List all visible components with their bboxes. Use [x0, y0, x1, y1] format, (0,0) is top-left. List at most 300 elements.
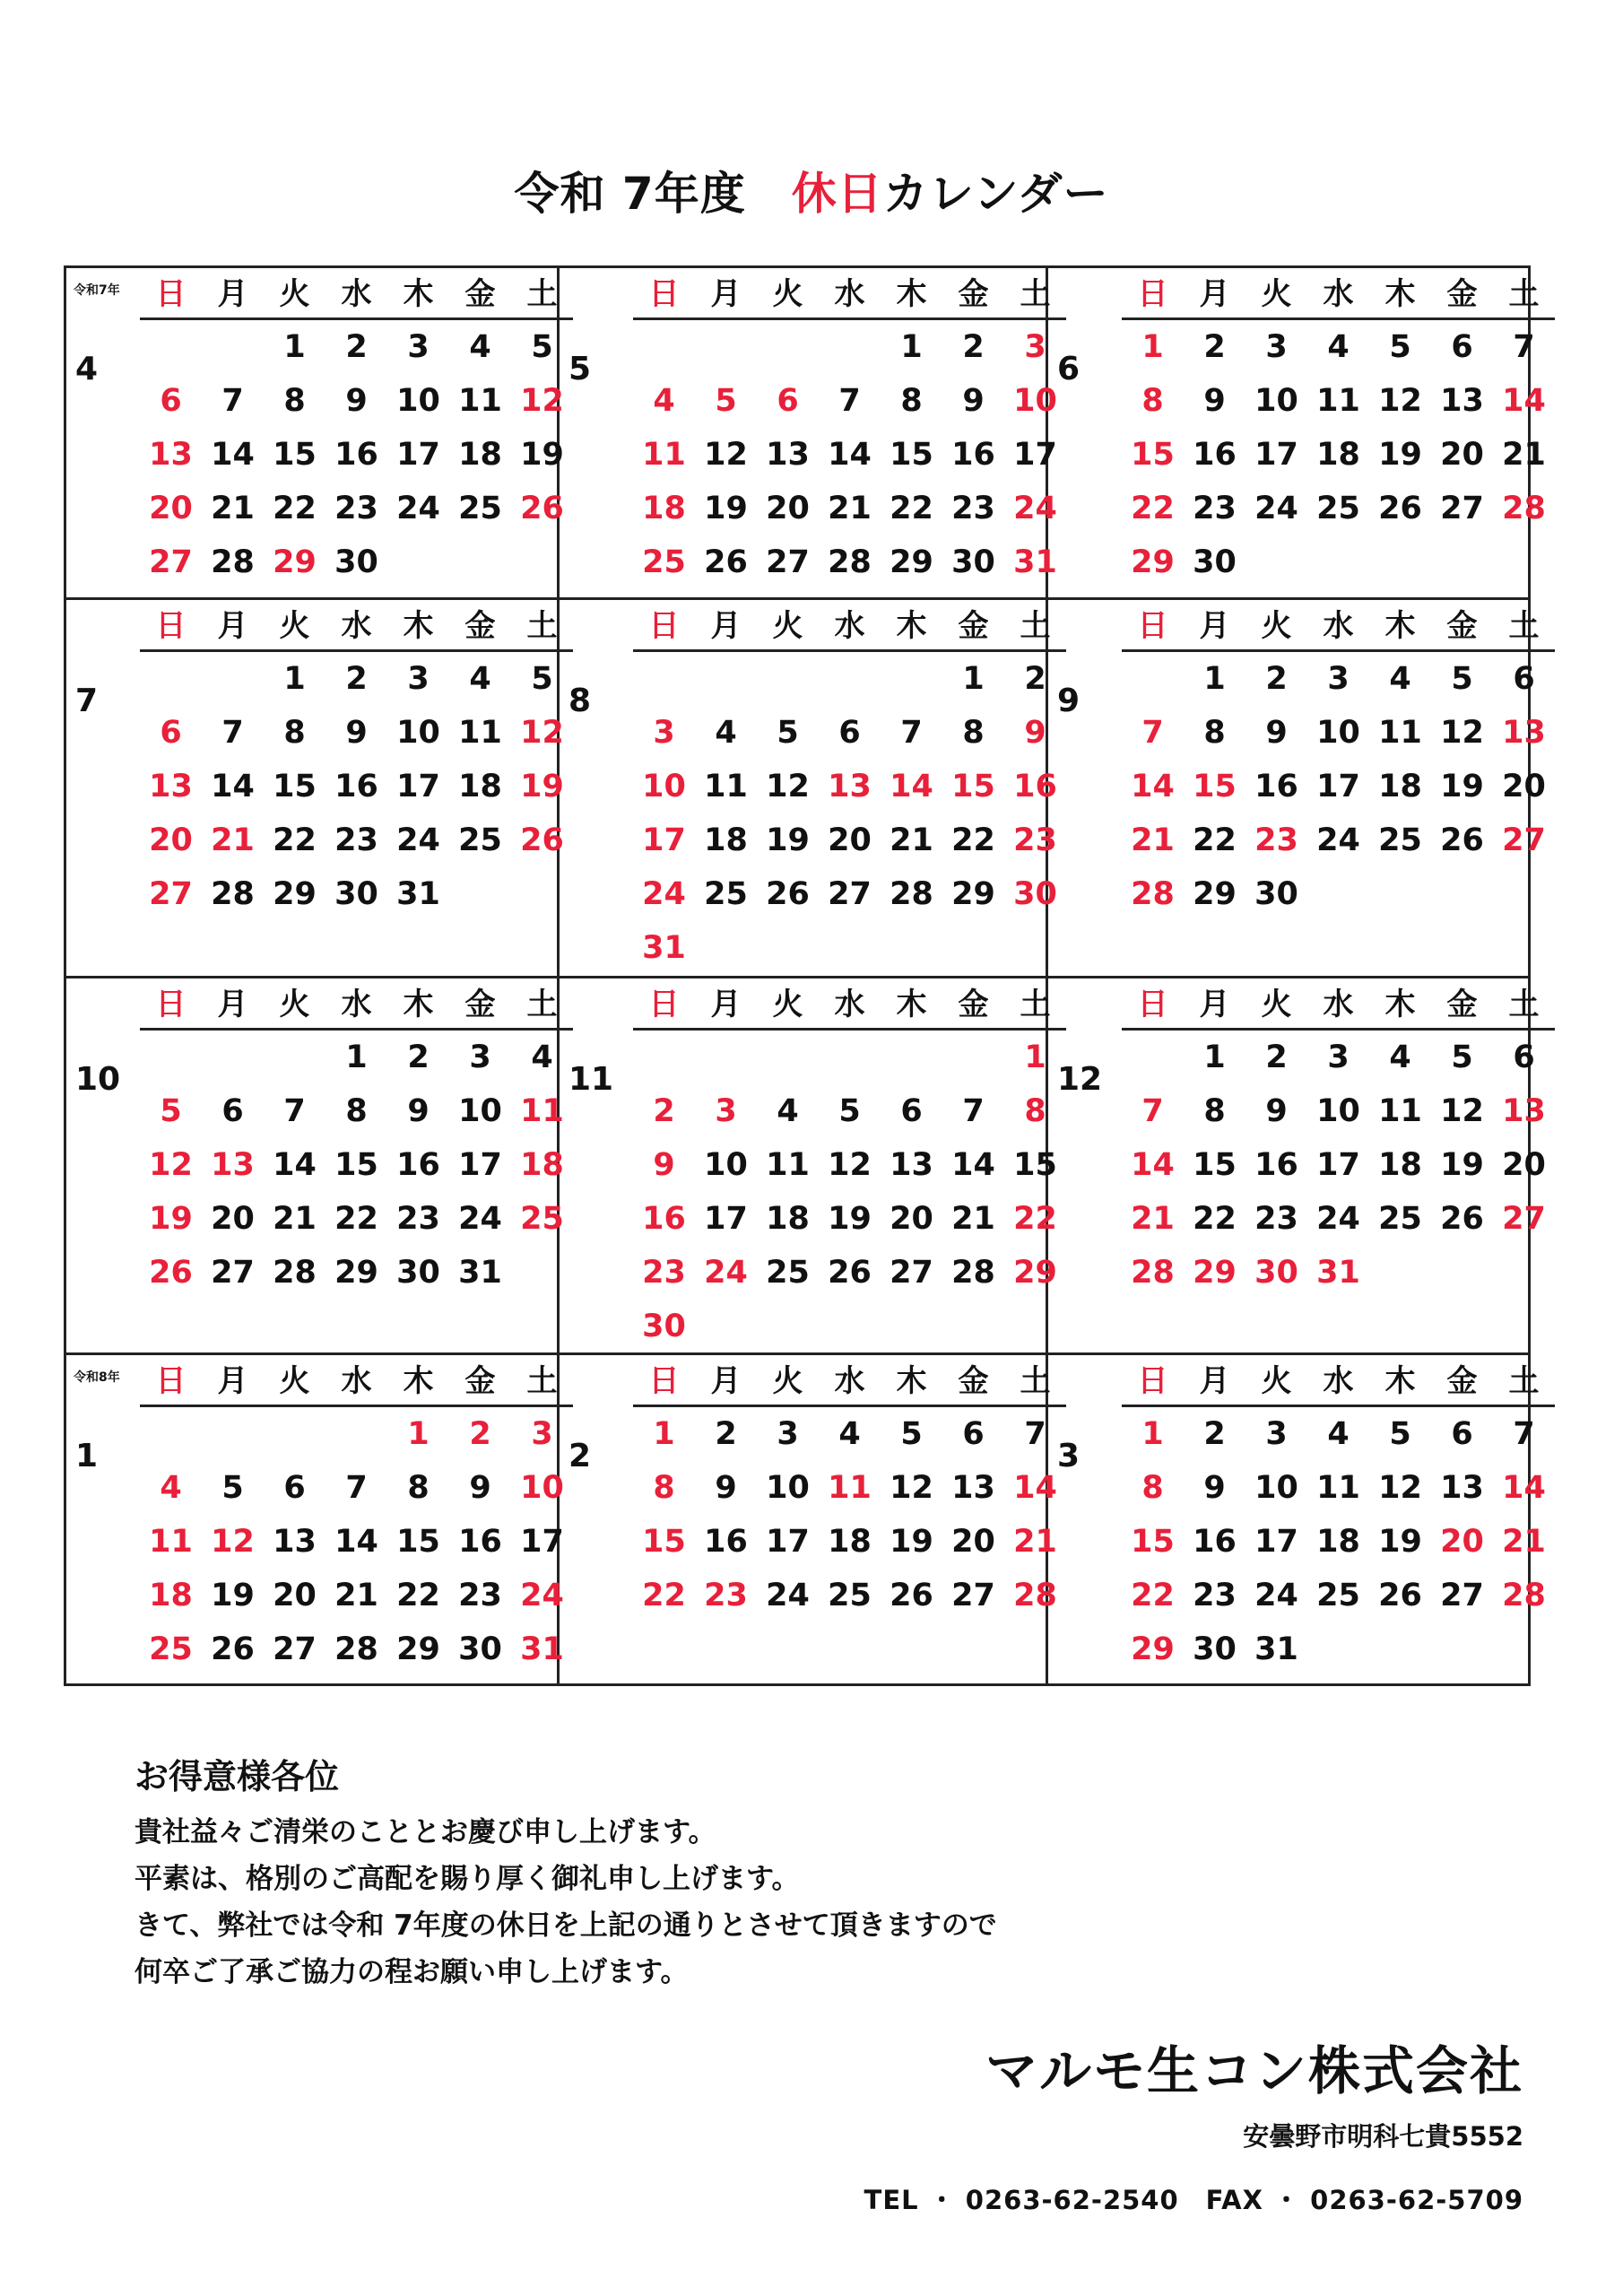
month-block-2: [560, 1355, 1057, 1683]
holiday-day: 20: [149, 822, 193, 858]
holiday-day: 12: [520, 383, 564, 419]
greeting-line: 平素は、格別のご高配を賜り厚く御礼申し上げます。: [135, 1863, 800, 1895]
work-day: 17: [396, 437, 440, 473]
weekday-header: 土: [511, 978, 573, 1031]
work-day: 21: [273, 1201, 317, 1237]
holiday-day: 25: [520, 1201, 564, 1237]
holiday-day: 18: [642, 491, 686, 526]
weekday-header: 金: [1431, 1355, 1493, 1407]
work-day: 25: [766, 1255, 810, 1291]
weekday-header: 土: [1004, 1355, 1066, 1407]
weekday-header: 水: [819, 978, 881, 1031]
month-block-5: [560, 268, 1057, 600]
empty-cell: [695, 652, 757, 706]
work-day: 2: [1203, 329, 1226, 365]
work-day: 2: [345, 329, 368, 365]
work-day: 26: [828, 1255, 872, 1291]
weekday-header: 土: [1004, 268, 1066, 320]
work-day: 20: [828, 822, 872, 858]
work-day: 5: [1389, 329, 1411, 365]
weekday-header: 金: [449, 600, 511, 652]
work-day: 23: [396, 1201, 440, 1237]
work-day: 10: [396, 715, 440, 751]
work-day: 3: [1265, 1416, 1288, 1452]
holiday-day: 24: [704, 1255, 748, 1291]
work-day: 12: [1378, 383, 1422, 419]
holiday-day: 12: [149, 1147, 193, 1183]
holiday-day: 8: [1141, 383, 1164, 419]
holiday-day: 26: [149, 1255, 193, 1291]
work-day: 11: [1316, 1470, 1360, 1506]
work-day: 1: [900, 329, 923, 365]
work-day: 22: [334, 1201, 378, 1237]
work-day: 10: [704, 1147, 748, 1183]
weekday-header: 日: [1122, 268, 1184, 320]
weekday-header: 月: [202, 978, 264, 1031]
work-day: 27: [951, 1578, 995, 1613]
holiday-day: 14: [1131, 769, 1175, 804]
work-day: 4: [715, 715, 737, 751]
holiday-day: 1: [1141, 1416, 1164, 1452]
weekday-header: 金: [942, 600, 1004, 652]
work-day: 29: [1193, 876, 1237, 912]
empty-cell: [757, 320, 819, 374]
weekday-header: 月: [202, 600, 264, 652]
work-day: 2: [345, 661, 368, 697]
work-day: 26: [211, 1631, 255, 1667]
work-day: 16: [334, 437, 378, 473]
work-day: 20: [951, 1524, 995, 1560]
work-day: 3: [469, 1039, 491, 1075]
empty-cell: [325, 1407, 387, 1461]
weekday-header: 土: [1493, 268, 1555, 320]
work-day: 14: [951, 1147, 995, 1183]
holiday-day: 28: [1502, 1578, 1546, 1613]
weekday-header: 月: [1184, 600, 1245, 652]
work-day: 13: [951, 1470, 995, 1506]
work-day: 28: [211, 876, 255, 912]
holiday-day: 21: [1131, 822, 1175, 858]
weekday-header: 金: [942, 1355, 1004, 1407]
work-day: 17: [1013, 437, 1057, 473]
work-day: 1: [345, 1039, 368, 1075]
month-number: 11: [568, 1061, 614, 1098]
company-name: マルモ生コン株式会社: [985, 2040, 1523, 2101]
work-day: 30: [951, 544, 995, 580]
month-number: 5: [568, 351, 592, 387]
work-day: 13: [766, 437, 810, 473]
work-day: 25: [1316, 491, 1360, 526]
work-day: 22: [273, 822, 317, 858]
work-day: 2: [1203, 1416, 1226, 1452]
holiday-day: 4: [653, 383, 675, 419]
greeting-line: 貴社益々ご清栄のこととお慶び申し上げます。: [135, 1816, 716, 1848]
work-day: 1: [283, 329, 306, 365]
work-day: 17: [520, 1524, 564, 1560]
work-day: 16: [1254, 1147, 1298, 1183]
holiday-day: 28: [1013, 1578, 1057, 1613]
work-day: 28: [273, 1255, 317, 1291]
weekday-header: 火: [1245, 268, 1307, 320]
work-day: 2: [1265, 661, 1288, 697]
day-grid: [633, 600, 1057, 975]
work-day: 28: [951, 1255, 995, 1291]
work-day: 6: [221, 1093, 244, 1129]
work-day: 26: [890, 1578, 933, 1613]
month-block-1: [66, 1355, 564, 1683]
work-day: 12: [1440, 715, 1484, 751]
work-day: 4: [1327, 1416, 1350, 1452]
work-day: 14: [828, 437, 872, 473]
holiday-day: 15: [1131, 1524, 1175, 1560]
work-day: 11: [458, 383, 502, 419]
greeting: [135, 1749, 997, 1996]
work-day: 16: [396, 1147, 440, 1183]
holiday-day: 4: [160, 1470, 182, 1506]
holiday-day: 14: [1131, 1147, 1175, 1183]
holiday-day: 7: [1141, 715, 1164, 751]
holiday-day: 30: [1013, 876, 1057, 912]
work-day: 27: [211, 1255, 255, 1291]
work-day: 7: [283, 1093, 306, 1129]
work-day: 17: [704, 1201, 748, 1237]
work-day: 1: [962, 661, 985, 697]
holiday-day: 27: [149, 544, 193, 580]
work-day: 29: [951, 876, 995, 912]
weekday-header: 金: [1431, 978, 1493, 1031]
work-day: 31: [1254, 1631, 1298, 1667]
holiday-day: 2: [653, 1093, 675, 1129]
holiday-day: 6: [777, 383, 799, 419]
weekday-header: 水: [1307, 978, 1369, 1031]
day-grid: [1122, 1355, 1546, 1676]
holiday-day: 31: [1316, 1255, 1360, 1291]
empty-cell: [819, 320, 881, 374]
work-day: 17: [396, 769, 440, 804]
month-number: 4: [75, 351, 99, 387]
weekday-header: 水: [325, 268, 387, 320]
work-day: 21: [828, 491, 872, 526]
holiday-day: 11: [149, 1524, 193, 1560]
calendar-grid: [64, 265, 1546, 1686]
work-day: 8: [283, 383, 306, 419]
work-day: 5: [838, 1093, 861, 1129]
work-day: 5: [221, 1470, 244, 1506]
work-day: 19: [520, 437, 564, 473]
era-label: 令和7年: [74, 283, 120, 298]
empty-cell: [881, 652, 942, 706]
work-day: 4: [531, 1039, 553, 1075]
holiday-day: 19: [520, 769, 564, 804]
weekday-header: 月: [202, 1355, 264, 1407]
holiday-day: 29: [1131, 544, 1175, 580]
work-day: 27: [890, 1255, 933, 1291]
work-day: 15: [1193, 1147, 1237, 1183]
work-day: 6: [962, 1416, 985, 1452]
holiday-day: 10: [642, 769, 686, 804]
company-address: 安曇野市明科七貴5552: [1243, 2121, 1523, 2152]
work-day: 24: [1316, 822, 1360, 858]
work-day: 24: [1316, 1201, 1360, 1237]
work-day: 23: [951, 491, 995, 526]
holiday-day: 22: [1013, 1201, 1057, 1237]
weekday-header: 木: [1369, 268, 1431, 320]
month-block-8: [560, 600, 1057, 978]
work-day: 20: [1502, 769, 1546, 804]
holiday-day: 28: [1131, 1255, 1175, 1291]
work-day: 4: [469, 661, 491, 697]
holiday-day: 23: [1013, 822, 1057, 858]
work-day: 19: [211, 1578, 255, 1613]
work-day: 2: [407, 1039, 430, 1075]
holiday-day: 8: [1141, 1470, 1164, 1506]
work-day: 18: [1378, 769, 1422, 804]
work-day: 6: [838, 715, 861, 751]
work-day: 16: [951, 437, 995, 473]
month-number: 1: [75, 1438, 99, 1474]
work-day: 7: [962, 1093, 985, 1129]
holiday-day: 9: [1024, 715, 1046, 751]
work-day: 11: [704, 769, 748, 804]
weekday-header: 土: [1493, 978, 1555, 1031]
weekday-header: 金: [1431, 600, 1493, 652]
holiday-day: 14: [1502, 1470, 1546, 1506]
work-day: 16: [458, 1524, 502, 1560]
work-day: 15: [273, 437, 317, 473]
holiday-day: 5: [160, 1093, 182, 1129]
weekday-header: 金: [449, 1355, 511, 1407]
work-day: 5: [777, 715, 799, 751]
holiday-day: 6: [160, 715, 182, 751]
work-day: 16: [1254, 769, 1298, 804]
work-day: 14: [273, 1147, 317, 1183]
holiday-day: 13: [211, 1147, 255, 1183]
work-day: 20: [766, 491, 810, 526]
work-day: 26: [704, 544, 748, 580]
weekday-header: 日: [633, 978, 695, 1031]
weekday-header: 月: [695, 1355, 757, 1407]
work-day: 17: [458, 1147, 502, 1183]
work-day: 11: [1378, 715, 1422, 751]
work-day: 25: [828, 1578, 872, 1613]
work-day: 14: [211, 437, 255, 473]
month-block-6: [1048, 268, 1546, 600]
weekday-header: 日: [1122, 1355, 1184, 1407]
day-grid: [633, 1355, 1057, 1622]
holiday-day: 26: [520, 491, 564, 526]
work-day: 28: [211, 544, 255, 580]
holiday-day: 21: [211, 822, 255, 858]
weekday-header: 月: [695, 978, 757, 1031]
holiday-day: 12: [520, 715, 564, 751]
weekday-header: 日: [633, 600, 695, 652]
work-day: 11: [458, 715, 502, 751]
holiday-day: 1: [1024, 1039, 1046, 1075]
weekday-header: 月: [1184, 268, 1245, 320]
weekday-header: 日: [140, 268, 202, 320]
work-day: 30: [458, 1631, 502, 1667]
holiday-day: 9: [653, 1147, 675, 1183]
work-day: 19: [1440, 1147, 1484, 1183]
weekday-header: 木: [387, 268, 449, 320]
work-day: 18: [1378, 1147, 1422, 1183]
holiday-day: 16: [642, 1201, 686, 1237]
holiday-day: 8: [653, 1470, 675, 1506]
empty-cell: [140, 1407, 202, 1461]
work-day: 18: [1316, 437, 1360, 473]
work-day: 30: [1193, 544, 1237, 580]
work-day: 22: [1193, 822, 1237, 858]
work-day: 9: [407, 1093, 430, 1129]
empty-cell: [633, 320, 695, 374]
holiday-day: 5: [715, 383, 737, 419]
work-day: 5: [1389, 1416, 1411, 1452]
work-day: 26: [1440, 822, 1484, 858]
month-number: 10: [75, 1061, 121, 1098]
weekday-header: 木: [387, 600, 449, 652]
work-day: 15: [396, 1524, 440, 1560]
work-day: 30: [1193, 1631, 1237, 1667]
work-day: 6: [283, 1470, 306, 1506]
holiday-day: 1: [407, 1416, 430, 1452]
work-day: 29: [890, 544, 933, 580]
work-day: 9: [1265, 715, 1288, 751]
empty-cell: [264, 1031, 325, 1084]
weekday-header: 月: [695, 600, 757, 652]
work-day: 27: [828, 876, 872, 912]
holiday-day: 16: [1013, 769, 1057, 804]
weekday-header: 金: [942, 268, 1004, 320]
work-day: 12: [704, 437, 748, 473]
holiday-day: 17: [642, 822, 686, 858]
work-day: 11: [1316, 383, 1360, 419]
work-day: 29: [273, 876, 317, 912]
work-day: 19: [828, 1201, 872, 1237]
work-day: 4: [1389, 1039, 1411, 1075]
work-day: 17: [1316, 769, 1360, 804]
greeting-heading: お得意様各位: [135, 1757, 340, 1796]
weekday-header: 火: [757, 978, 819, 1031]
weekday-header: 火: [1245, 978, 1307, 1031]
work-day: 13: [1440, 1470, 1484, 1506]
holiday-day: 11: [520, 1093, 564, 1129]
empty-cell: [757, 1031, 819, 1084]
work-day: 17: [766, 1524, 810, 1560]
empty-cell: [1122, 1031, 1184, 1084]
day-grid: [140, 268, 564, 589]
work-day: 23: [334, 491, 378, 526]
work-day: 12: [1378, 1470, 1422, 1506]
company-block: [864, 2029, 1523, 2217]
weekday-header: 木: [387, 1355, 449, 1407]
holiday-day: 23: [642, 1255, 686, 1291]
work-day: 23: [1193, 1578, 1237, 1613]
empty-cell: [819, 652, 881, 706]
weekday-header: 金: [942, 978, 1004, 1031]
work-day: 22: [273, 491, 317, 526]
holiday-day: 28: [1131, 876, 1175, 912]
work-day: 13: [890, 1147, 933, 1183]
work-day: 18: [458, 437, 502, 473]
weekday-header: 木: [881, 978, 942, 1031]
work-day: 19: [1378, 1524, 1422, 1560]
work-day: 24: [766, 1578, 810, 1613]
work-day: 19: [1378, 437, 1422, 473]
holiday-day: 15: [1193, 769, 1237, 804]
empty-cell: [633, 652, 695, 706]
holiday-day: 21: [1013, 1524, 1057, 1560]
work-day: 10: [1316, 1093, 1360, 1129]
work-day: 9: [1203, 1470, 1226, 1506]
holiday-day: 20: [1440, 1524, 1484, 1560]
month-number: 2: [568, 1438, 592, 1474]
page-title: [0, 158, 1623, 222]
weekday-header: 水: [819, 1355, 881, 1407]
weekday-header: 火: [1245, 1355, 1307, 1407]
holiday-day: 29: [1193, 1255, 1237, 1291]
weekday-header: 火: [264, 268, 325, 320]
holiday-day: 18: [149, 1578, 193, 1613]
weekday-header: 土: [1493, 600, 1555, 652]
work-day: 8: [407, 1470, 430, 1506]
day-grid: [1122, 600, 1546, 921]
weekday-header: 水: [1307, 600, 1369, 652]
weekday-header: 日: [1122, 600, 1184, 652]
work-day: 28: [334, 1631, 378, 1667]
work-day: 20: [1502, 1147, 1546, 1183]
work-day: 7: [1513, 1416, 1535, 1452]
work-day: 17: [1254, 1524, 1298, 1560]
work-day: 17: [1316, 1147, 1360, 1183]
empty-cell: [140, 1031, 202, 1084]
holiday-day: 22: [1131, 1578, 1175, 1613]
day-grid: [633, 978, 1057, 1353]
empty-cell: [633, 1031, 695, 1084]
month-block-4: [66, 268, 564, 600]
work-day: 23: [1193, 491, 1237, 526]
work-day: 12: [1440, 1093, 1484, 1129]
weekday-header: 水: [325, 600, 387, 652]
empty-cell: [140, 320, 202, 374]
weekday-header: 火: [757, 600, 819, 652]
month-block-11: [560, 978, 1057, 1355]
weekday-header: 月: [695, 268, 757, 320]
work-day: 28: [828, 544, 872, 580]
holiday-day: 14: [1013, 1470, 1057, 1506]
work-day: 20: [890, 1201, 933, 1237]
holiday-day: 11: [828, 1470, 872, 1506]
work-day: 3: [1327, 661, 1350, 697]
empty-cell: [942, 1031, 1004, 1084]
weekday-header: 金: [449, 978, 511, 1031]
work-day: 16: [334, 769, 378, 804]
work-day: 1: [1203, 1039, 1226, 1075]
empty-cell: [140, 652, 202, 706]
greeting-line: きて、弊社では令和 7年度の休日を上記の通りとさせて頂きますので: [135, 1909, 997, 1942]
weekday-header: 木: [1369, 1355, 1431, 1407]
work-day: 10: [1316, 715, 1360, 751]
weekday-header: 火: [264, 1355, 325, 1407]
work-day: 8: [962, 715, 985, 751]
work-day: 26: [1378, 491, 1422, 526]
holiday-day: 24: [1013, 491, 1057, 526]
holiday-day: 31: [520, 1631, 564, 1667]
work-day: 16: [1193, 1524, 1237, 1560]
holiday-day: 12: [211, 1524, 255, 1560]
weekday-header: 木: [1369, 600, 1431, 652]
weekday-header: 金: [449, 268, 511, 320]
holiday-day: 25: [149, 1631, 193, 1667]
